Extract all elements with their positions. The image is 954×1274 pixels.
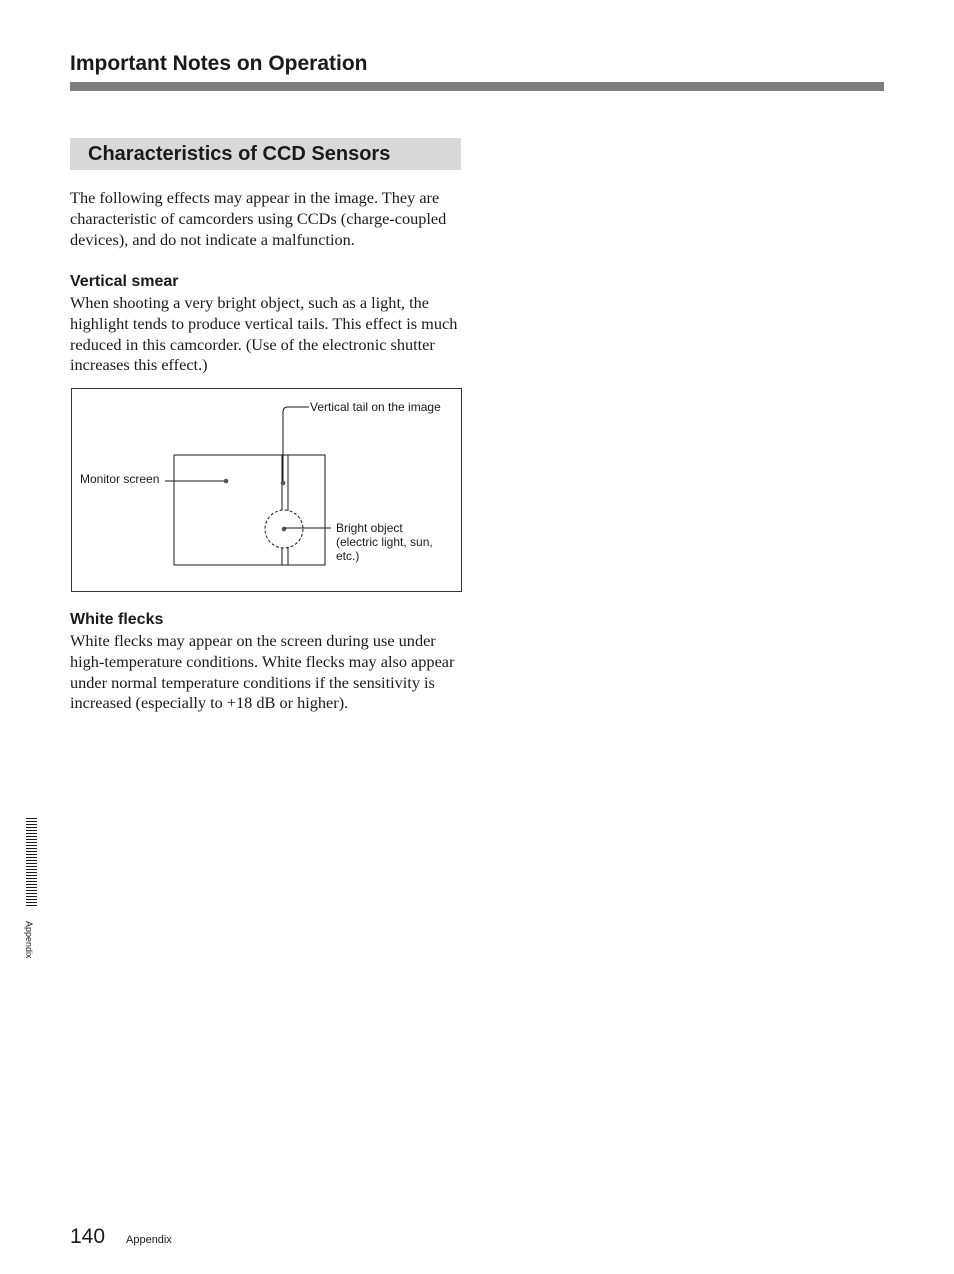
page-number: 140 bbox=[70, 1225, 106, 1248]
chapter-thumb-tab bbox=[26, 818, 37, 908]
side-chapter-label: Appendix bbox=[24, 921, 34, 959]
section-title: Characteristics of CCD Sensors bbox=[88, 143, 391, 165]
monitor-screen-leader-dot bbox=[224, 479, 229, 484]
monitor-screen-rect bbox=[174, 455, 325, 565]
page-header-title: Important Notes on Operation bbox=[70, 52, 368, 75]
vertical-tail-leader-dot bbox=[281, 481, 286, 486]
vertical-smear-diagram bbox=[72, 389, 461, 591]
bright-object-dot bbox=[282, 527, 287, 532]
header-rule bbox=[70, 82, 884, 91]
vertical-tail-leader-line bbox=[283, 407, 309, 483]
footer-section-name: Appendix bbox=[126, 1234, 172, 1246]
vertical-smear-paragraph: When shooting a very bright object, such as a light, the highlight tends to produce vertical tails. This effect is much reduced in this camcorder. (Use of the electronic shutter increases this effect.) bbox=[70, 293, 458, 375]
intro-paragraph: The following effects may appear in the image. They are characteristic of camcorders using CCDs (charge-coupled devices), and do not indicate a malfunction. bbox=[70, 188, 447, 249]
vertical-tail-label: Vertical tail on the image bbox=[310, 400, 441, 414]
monitor-screen-label: Monitor screen bbox=[80, 472, 160, 486]
vertical-smear-heading: Vertical smear bbox=[70, 273, 179, 290]
white-flecks-paragraph: White flecks may appear on the screen during use under high-temperature conditions. White flecks may also appear under normal temperature conditions if the sensitivity is increased (especially to +18 dB or higher). bbox=[70, 631, 455, 713]
bright-object-label-line-1: Bright object bbox=[336, 521, 403, 535]
white-flecks-heading: White flecks bbox=[70, 611, 164, 628]
bright-object-label-line-2: (electric light, sun, bbox=[336, 535, 433, 549]
vertical-smear-figure bbox=[71, 388, 462, 592]
section-heading-band bbox=[70, 138, 461, 170]
bright-object-label-line-3: etc.) bbox=[336, 549, 360, 563]
